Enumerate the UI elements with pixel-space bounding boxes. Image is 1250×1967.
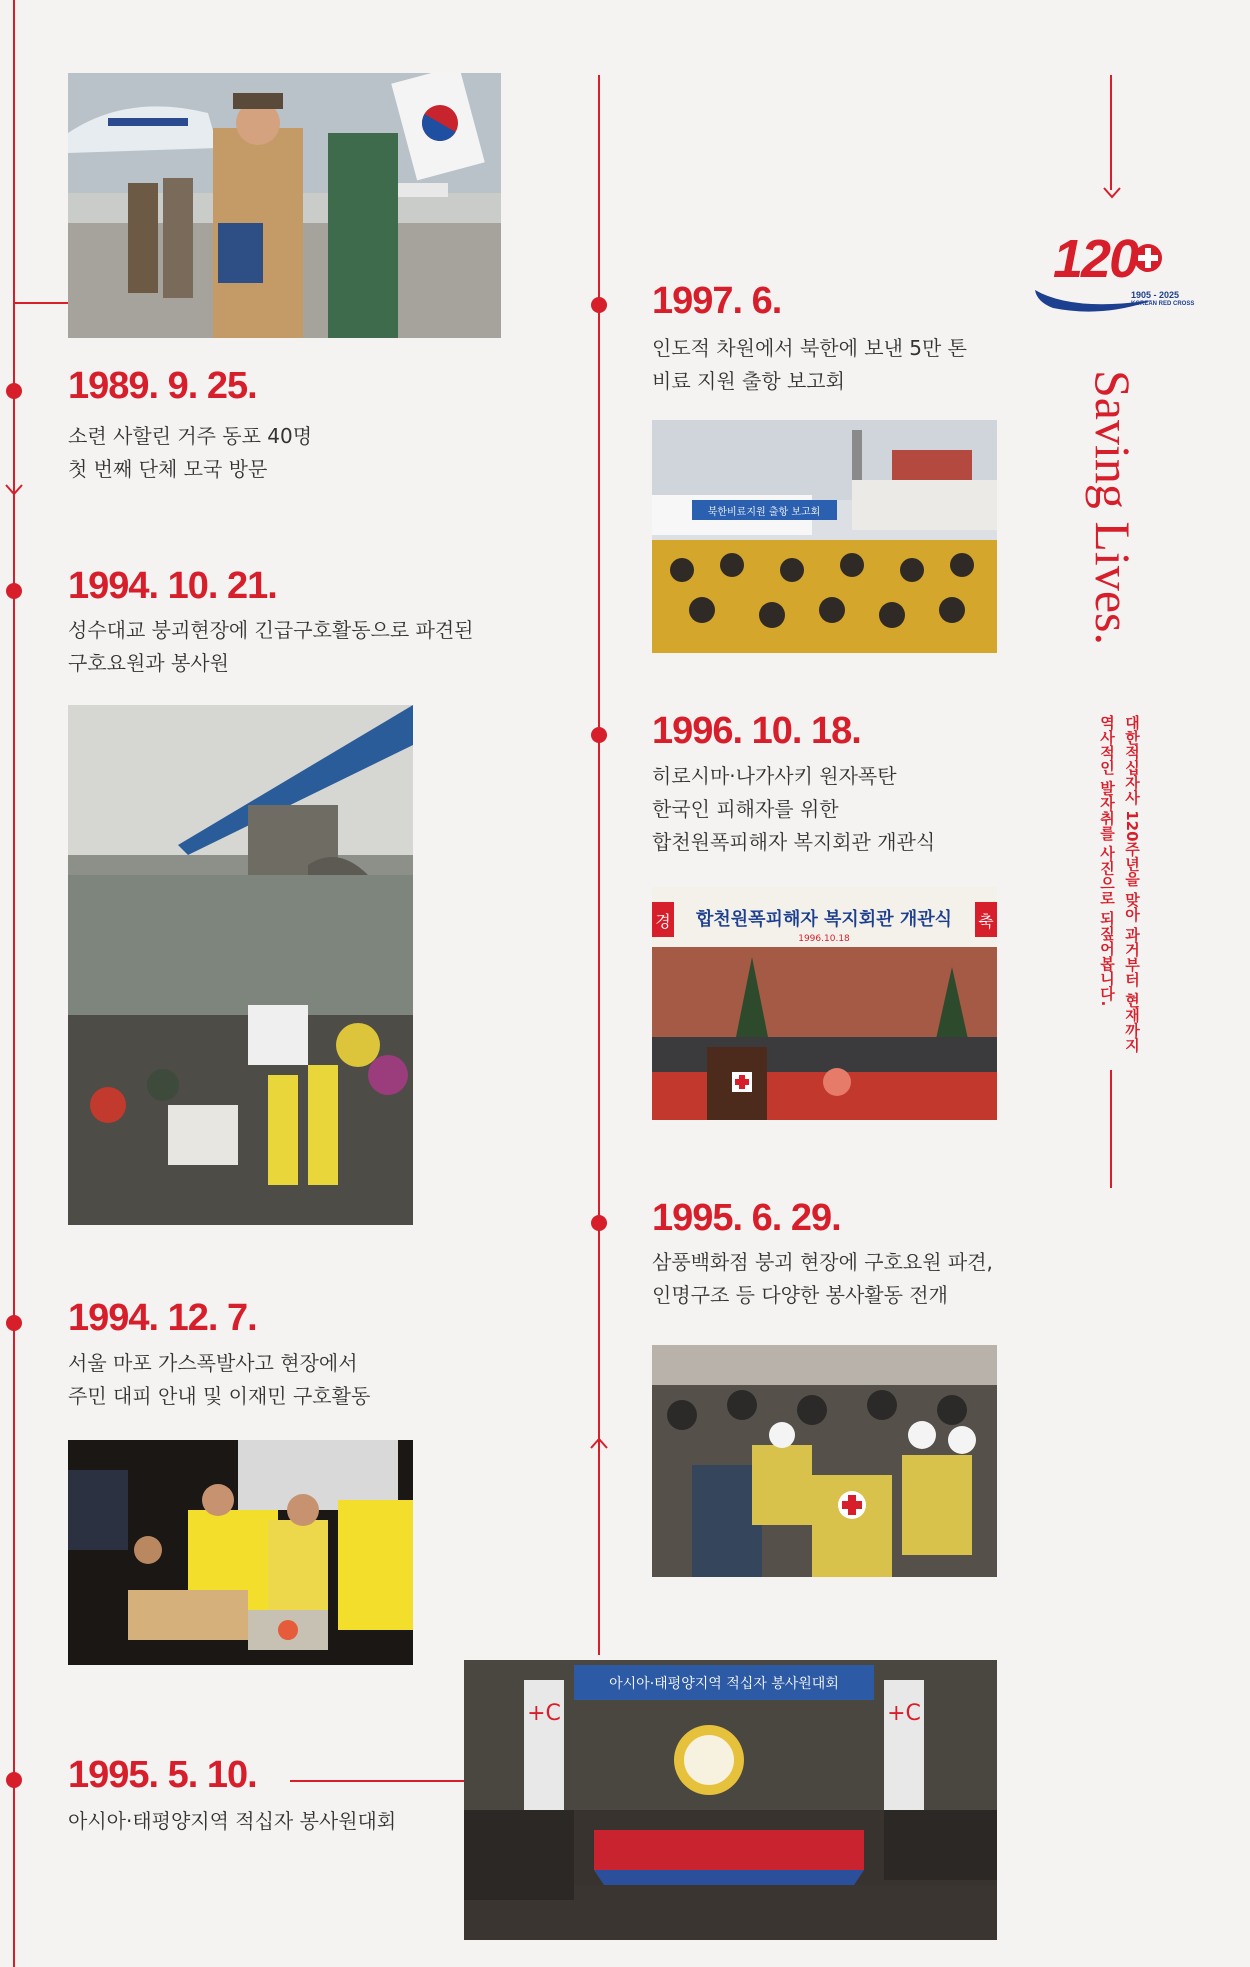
event-date: 1989. 9. 25. [68, 365, 257, 407]
photo-bridge-1994 [68, 705, 413, 1225]
event-description: 인도적 차원에서 북한에 보낸 5만 톤 비료 지원 출항 보고회 [652, 336, 967, 393]
event-description: 히로시마·나가사키 원자폭탄 한국인 피해자를 위한 합천원폭피해자 복지회관 개관식 [652, 764, 936, 854]
arrow-up-icon [588, 1435, 610, 1451]
event-date: 1997. 6. [652, 280, 782, 322]
event-description: 소련 사할린 거주 동포 40명 첫 번째 단체 모국 방문 [68, 424, 313, 481]
svg-text:합천원폭피해자 복지회관 개관식: 합천원폭피해자 복지회관 개관식 [696, 909, 952, 930]
timeline-dot [591, 727, 607, 743]
logo-years: 1905 - 2025 [1131, 290, 1180, 300]
side-subtitle-1: 대한적십자사 120주년을 맞아 과거부터 현재까지 [1123, 715, 1141, 1053]
arrow-down-icon [3, 482, 25, 498]
timeline-dot [6, 383, 22, 399]
timeline-dot [591, 297, 607, 313]
bottom-branch-line [290, 1780, 465, 1782]
photo-sampoong-1995 [652, 1345, 997, 1577]
timeline-dot [6, 583, 22, 599]
side-subtitle-2: 역사적인 발자취를 사진으로 되짚어봅니다. [1098, 715, 1116, 1007]
photo-conference-1995 [464, 1660, 997, 1940]
right-bottom-line [1110, 1070, 1112, 1188]
event-date: 1995. 6. 29. [652, 1197, 841, 1239]
logo-number: 120 [1053, 229, 1138, 289]
event-date: 1994. 10. 21. [68, 565, 277, 607]
left-branch-line [13, 302, 68, 304]
svg-text:아시아·태평양지역 적십자 봉사원대회: 아시아·태평양지역 적십자 봉사원대회 [609, 1676, 839, 1692]
arrow-down-icon [1101, 185, 1123, 201]
svg-text:축: 축 [978, 912, 994, 931]
event-description: 삼풍백화점 붕괴 현장에 구호요원 파견, 인명구조 등 다양한 봉사활동 전개 [652, 1250, 993, 1307]
svg-text:경: 경 [655, 912, 671, 931]
event-date: 1995. 5. 10. [68, 1754, 257, 1796]
timeline-dot [591, 1215, 607, 1231]
timeline-dot [6, 1315, 22, 1331]
photo-welfare-hall-1996 [652, 887, 997, 1120]
svg-text:북한비료지원 출항 보고회: 북한비료지원 출항 보고회 [707, 507, 821, 518]
event-date: 1994. 12. 7. [68, 1297, 257, 1339]
photo-airport-1989 [68, 73, 501, 338]
left-timeline-line [13, 0, 15, 1967]
event-date: 1996. 10. 18. [652, 710, 861, 752]
photo-mapo-1994 [68, 1440, 413, 1665]
event-description: 성수대교 붕괴현장에 긴급구호활동으로 파견된 구호요원과 봉사원 [68, 618, 474, 675]
event-description: 서울 마포 가스폭발사고 현장에서 주민 대피 안내 및 이재민 구호활동 [68, 1351, 371, 1408]
svg-text:1996.10.18: 1996.10.18 [798, 934, 850, 944]
svg-text:+C: +C [887, 1701, 921, 1726]
photo-ship-1997 [652, 420, 997, 653]
anniversary-logo [1033, 230, 1193, 320]
side-title: Saving Lives. [1085, 370, 1141, 645]
timeline-dot [6, 1772, 22, 1788]
event-description: 아시아·태평양지역 적십자 봉사원대회 [68, 1809, 397, 1833]
logo-org: KOREAN RED CROSS [1131, 301, 1195, 307]
right-top-line [1110, 75, 1112, 190]
svg-text:+C: +C [527, 1701, 561, 1726]
